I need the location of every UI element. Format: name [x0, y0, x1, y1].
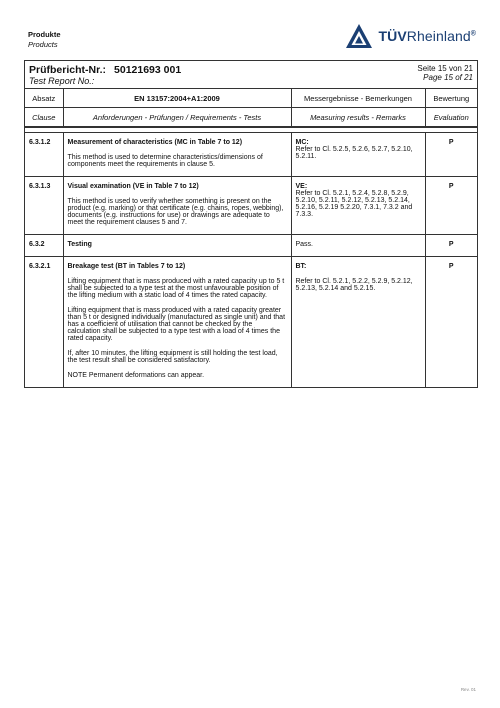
- column-header-table: [25, 89, 477, 128]
- row-eval: P: [425, 133, 477, 177]
- row-result-text: Refer to Cl. 5.2.1, 5.2.4, 5.2.8, 5.2.9, 5.2.10, 5.2.11, 5.2.12, 5.2.13, 5.2.14, 5.2.16, 5.2.19 5.2.20, 7.3.1, 7.3.2 and 7.3.3.: [295, 190, 413, 218]
- logo-text-bold: TÜV: [378, 28, 407, 44]
- triangle-logo-icon: [344, 22, 374, 50]
- col-header-standard: EN 13157:2004+A1:2009: [63, 89, 291, 108]
- col-header-requirements: Anforderungen - Prüfungen / Requirements - Tests: [63, 108, 291, 128]
- footer-revision: Rev. 01: [460, 687, 476, 692]
- col-header-results-de: Messergebnisse - Bemerkungen: [291, 89, 425, 108]
- row-eval: P: [425, 235, 477, 257]
- report-frame: [24, 60, 478, 388]
- row-paragraph: If, after 10 minutes, the lifting equipment is still holding the test load, the test result shall be considered satisfactory.: [67, 350, 278, 364]
- row-title: Breakage test (BT in Tables 7 to 12): [67, 263, 186, 270]
- row-eval: P: [425, 177, 477, 235]
- row-result-head: MC:: [295, 139, 309, 146]
- row-paragraph: This method is used to verify whether something is present on the product (e.g. marking) or that certificate (e.g. chains, ropes, webbing), documents (e.g. instructions for use) or drawings are adequate to meet the requirement clauses 5 and 7.: [67, 198, 284, 226]
- row-requirement: [63, 257, 291, 388]
- section-label-en: Products: [28, 40, 58, 49]
- row-result: [291, 133, 425, 177]
- row-paragraph: Lifting equipment that is mass produced with a rated capacity up to 5 t shall be subjected to a type test at the most unfavourable position of the lifting medium with a static load of 4 times the rated capacity.: [67, 278, 285, 299]
- col-header-eval-en: Evaluation: [425, 108, 477, 128]
- report-number-line: [29, 64, 181, 76]
- column-header-row-de: [25, 89, 477, 108]
- table-row: [25, 177, 477, 235]
- tuv-logo: [344, 22, 476, 50]
- col-header-clause-en: Clause: [25, 108, 63, 128]
- row-result-text: Refer to Cl. 5.2.5, 5.2.6, 5.2.7, 5.2.10, 5.2.11.: [295, 146, 413, 160]
- row-result-text: Pass.: [295, 241, 314, 248]
- row-requirement: [63, 133, 291, 177]
- col-header-results-en: Measuring results - Remarks: [291, 108, 425, 128]
- header-section: [28, 30, 61, 49]
- table-row: [25, 235, 477, 257]
- page-indicator-de: Seite 15 von 21: [417, 64, 473, 73]
- logo-text: [378, 28, 476, 44]
- row-requirement: [63, 177, 291, 235]
- report-title-row: [25, 61, 477, 89]
- row-result: [291, 235, 425, 257]
- row-result-text: Refer to Cl. 5.2.1, 5.2.2, 5.2.9, 5.2.12, 5.2.13, 5.2.14 and 5.2.15.: [295, 278, 413, 292]
- report-number: 50121693 001: [114, 64, 182, 76]
- row-result: [291, 177, 425, 235]
- row-paragraph: Lifting equipment that is mass produced with a rated capacity greater than 5 t or designed individually (manufactured as single unit) and that has a coefficient of utilisation that cannot be checked by the calculation shall be subjected to a type test with a load of 4 times the rated capacity.: [67, 307, 286, 342]
- logo-reg-mark: ®: [470, 30, 476, 38]
- report-label-de: Prüfbericht-Nr.:: [29, 64, 107, 76]
- requirements-table: [25, 132, 477, 387]
- row-result-head: BT:: [295, 263, 307, 270]
- row-title: Visual examination (VE in Table 7 to 12): [67, 183, 199, 190]
- row-requirement: [63, 235, 291, 257]
- col-header-clause-de: Absatz: [25, 89, 63, 108]
- row-clause: 6.3.2.1: [25, 257, 63, 388]
- column-header-row-en: [25, 108, 477, 128]
- table-row: [25, 133, 477, 177]
- section-label-de: Produkte: [28, 30, 61, 39]
- report-label-en: Test Report No.:: [29, 76, 95, 86]
- row-clause: 6.3.1.3: [25, 177, 63, 235]
- row-clause: 6.3.2: [25, 235, 63, 257]
- row-title: Measurement of characteristics (MC in Table 7 to 12): [67, 139, 243, 146]
- row-paragraph: NOTE Permanent deformations can appear.: [67, 372, 205, 379]
- col-header-eval-de: Bewertung: [425, 89, 477, 108]
- page-indicator-en: Page 15 of 21: [423, 73, 473, 82]
- row-title: Testing: [67, 241, 92, 248]
- row-result-head: VE:: [295, 183, 308, 190]
- row-result: [291, 257, 425, 388]
- logo-text-rest: Rheinland: [406, 28, 471, 44]
- row-eval: P: [448, 263, 454, 270]
- row-paragraph: This method is used to determine characteristics/dimensions of components meet the requirements in clause 5.: [67, 154, 263, 168]
- table-row: [25, 257, 477, 388]
- row-clause: 6.3.1.2: [25, 133, 63, 177]
